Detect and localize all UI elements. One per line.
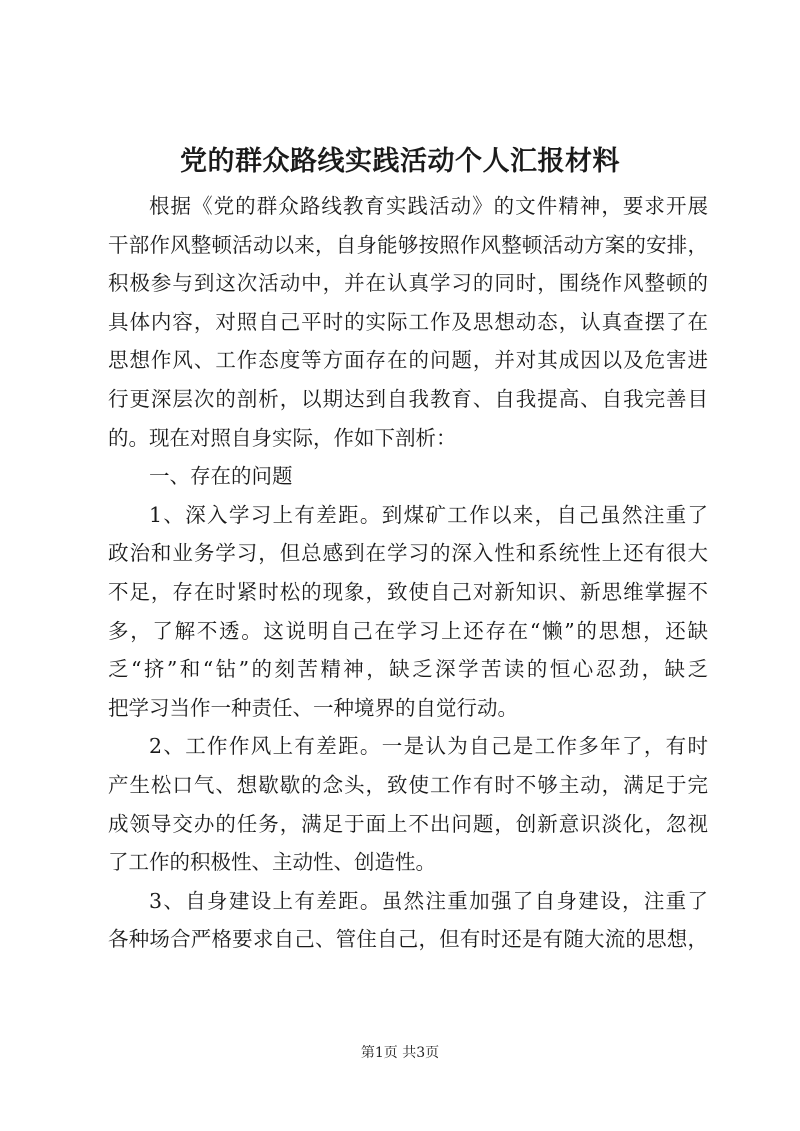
text-line: 了工作的积极性、主动性、创造性。 — [108, 850, 436, 875]
text-line: 行更深层次的剖析，以期达到自我教育、自我提高、自我完善目 — [108, 386, 708, 411]
text-line: 把学习当作一种责任、一种境界的自觉行动。 — [108, 695, 518, 720]
text-line: 各种场合严格要求自己、管住自己，但有时还是有随大流的思想， — [108, 927, 708, 952]
text-line: 根据《党的群众路线教育实践活动》的文件精神，要求开展 — [149, 194, 708, 218]
text-line: 3、自身建设上有差距。虽然注重加强了自身建设，注重了 — [149, 888, 708, 913]
text-line: 多，了解不透。这说明自己在学习上还存在“懒”的思想，还缺 — [108, 618, 708, 643]
text-line: 乏“挤”和“钻”的刻苦精神，缺乏深学苦读的恒心忍劲，缺乏 — [108, 657, 708, 682]
text-line: 积极参与到这次活动中，并在认真学习的同时，围绕作风整顿的 — [108, 271, 708, 296]
text-line: 成领导交办的任务，满足于面上不出问题，创新意识淡化，忽视 — [108, 811, 708, 836]
document-body — [108, 187, 708, 959]
text-line: 1、深入学习上有差距。到煤矿工作以来，自己虽然注重了 — [149, 502, 708, 527]
page-number: 第1页 共3页 — [360, 1045, 440, 1061]
text-line: 2、工作作风上有差距。一是认为自己是工作多年了，有时 — [149, 734, 708, 759]
text-line: 的。现在对照自身实际，作如下剖析： — [108, 425, 457, 450]
page-title: 党的群众路线实践活动个人汇报材料 — [180, 146, 620, 177]
text-line: 产生松口气、想歇歇的念头，致使工作有时不够主动，满足于完 — [108, 772, 708, 797]
text-line: 思想作风、工作态度等方面存在的问题，并对其成因以及危害进 — [108, 348, 708, 373]
text-line: 干部作风整顿活动以来，自身能够按照作风整顿活动方案的安排， — [108, 232, 708, 257]
text-line: 具体内容，对照自己平时的实际工作及思想动态，认真查摆了在 — [108, 309, 708, 334]
section-heading: 一、存在的问题 — [149, 464, 293, 489]
text-line: 不足，存在时紧时松的现象，致使自己对新知识、新思维掌握不 — [108, 579, 708, 604]
text-line: 政治和业务学习，但总感到在学习的深入性和系统性上还有很大 — [108, 541, 708, 566]
